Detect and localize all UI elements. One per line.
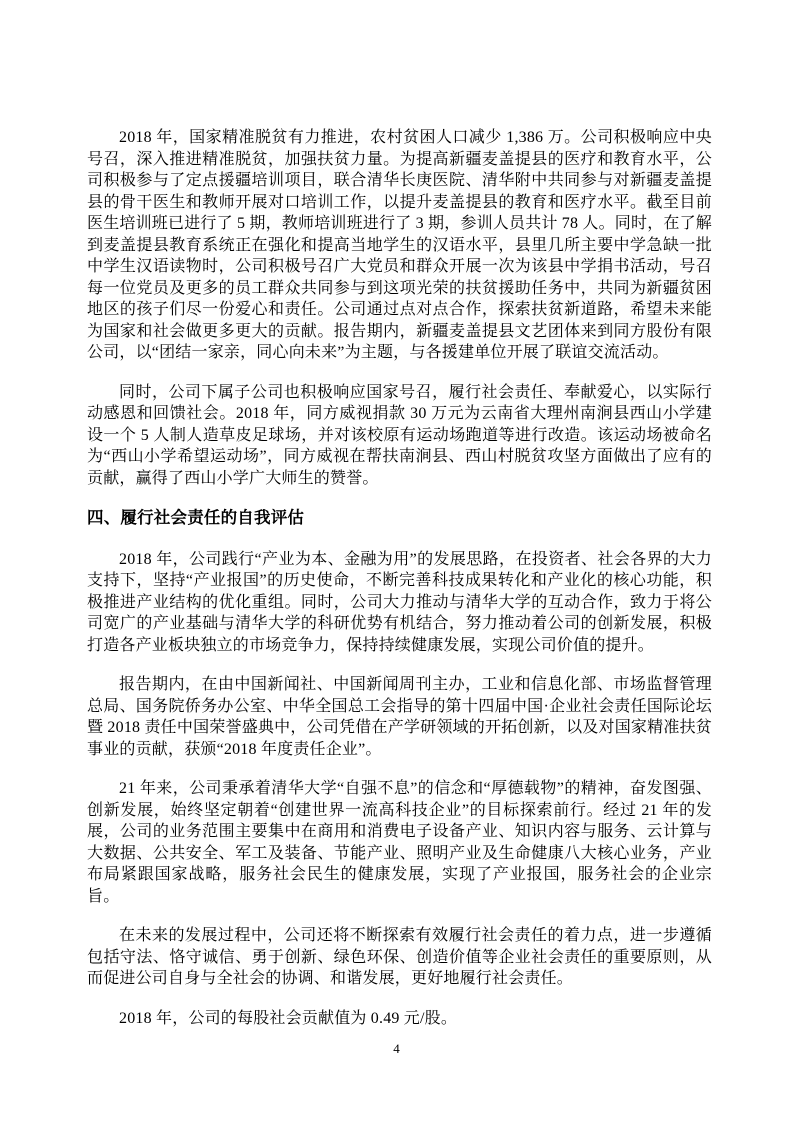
document-body [87,127,712,1029]
page-footer [0,1040,793,1058]
paragraph-csr-award: 报告期内，在由中国新闻社、中国新闻周刊主办，工业和信息化部、市场监督管理总局、国务院侨务办公室、中华全国总工会指导的第十四届中国·企业社会责任国际论坛暨 2018 责任中国荣誉盛典中，公司凭借在产学研领域的开拓创新，以及对国家精准扶贫事业的贡献，获颁“2018 年度责任企业”。 [87,676,712,758]
paragraph-subsidiary-donation-yunnan: 同时，公司下属子公司也积极响应国家号召，履行社会责任、奉献爱心，以实际行动感恩和回馈社会。2018 年，同方威视捐款 30 万元为云南省大理州南涧县西山小学建设一个 5 人制人造草皮足球场，并对该校原有运动场跑道等进行改造。该运动场被命名为“西山小学希望运动场”，同方威视在帮扶南涧县、西山村脱贫攻坚方面做出了应有的贡献，赢得了西山小学广大师生的赞誉。 [87,383,712,487]
section-heading-self-assessment: 四、履行社会责任的自我评估 [87,508,305,527]
paragraph-poverty-alleviation-xinjiang: 2018 年，国家精准脱贫有力推进，农村贫困人口减少 1,386 万。公司积极响应中央号召，深入推进精准脱贫，加强扶贫力量。为提高新疆麦盖提县的医疗和教育水平，公司积极参与了定点援疆培训项目，联合清华长庚医院、清华附中共同参与对新疆麦盖提县的骨干医生和教师开展对口培训工作，以提升麦盖提县的教育和医疗水平。截至目前医生培训班已进行了 5 期，教师培训班进行了 3 期，参训人员共计 78 人。同时，在了解到麦盖提县教育系统正在强化和提高当地学生的汉语水平，县里几所主要中学急缺一批中学生汉语读物时，公司积极号召广大党员和群众开展一次为该县中学捐书活动，号召每一位党员及更多的员工群众共同参与到这项光荣的扶贫援助任务中，共同为新疆贫困地区的孩子们尽一份爱心和责任。公司通过点对点合作，探索扶贫新道路，希望未来能为国家和社会做更多更大的贡献。报告期内，新疆麦盖提县文艺团体来到同方股份有限公司，以“团结一家亲，同心向未来”为主题，与各援建单位开展了联谊交流活动。 [87,129,713,361]
paragraph-future-outlook: 在未来的发展过程中，公司还将不断探索有效履行社会责任的着力点，进一步遵循包括守法、恪守诚信、勇于创新、绿色环保、创造价值等企业社会责任的重要原则，从而促进公司自身与全社会的协调、和谐发展，更好地履行社会责任。 [87,927,712,987]
paragraph-development-strategy: 2018 年，公司践行“产业为本、金融为用”的发展思路，在投资者、社会各界的大力支持下，坚持“产业报国”的历史使命，不断完善科技成果转化和产业化的核心功能，积极推进产业结构的优化重组。同时，公司大力推动与清华大学的互动合作，致力于将公司宽广的产业基础与清华大学的科研优势有机结合，努力推动着公司的创新发展，积极打造各产业板块独立的市场竞争力，保持持续健康发展，实现公司价值的提升。 [87,550,712,654]
paragraph-social-contribution-value: 2018 年，公司的每股社会贡献值为 0.49 元/股。 [119,1009,458,1027]
paragraph-business-scope: 21 年来，公司秉承着清华大学“自强不息”的信念和“厚德载物”的精神，奋发图强、创新发展，始终坚定朝着“创建世界一流高科技企业”的目标探索前行。经过 21 年的发展，公司的业务范围主要集中在商用和消费电子设备产业、知识内容与服务、云计算与大数据、公共安全、军工及装备、节能产业、照明产业及生命健康八大核心业务，产业布局紧跟国家战略，服务社会民生的健康发展，实现了产业报国，服务社会的企业宗旨。 [87,780,712,905]
page-number: 4 [393,1041,400,1056]
